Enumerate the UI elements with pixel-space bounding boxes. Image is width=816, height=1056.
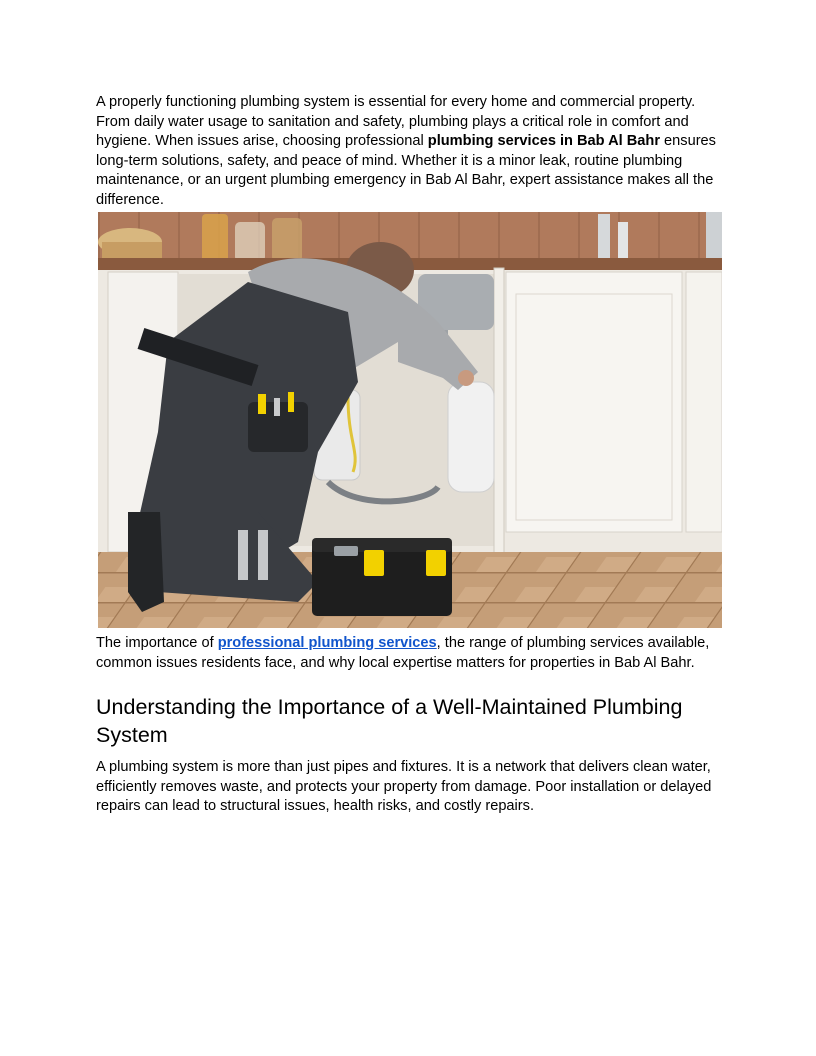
plumber-photo <box>98 212 722 628</box>
section-heading: Understanding the Importance of a Well-Maintained Plumbing System <box>96 695 683 747</box>
caption-text-1: The importance of <box>96 635 218 651</box>
caption-paragraph <box>96 634 724 673</box>
section-body: A plumbing system is more than just pipes and fixtures. It is a network that delivers clean water, efficiently removes waste, and protects your property from damage. Poor installation or delayed repairs can lead to structural issues, health risks, and costly repairs. <box>96 759 712 814</box>
intro-text-1: A properly functioning plumbing system is essential for every home and commercial property. From daily water usage to sanitation and safety, plumbing plays a critical role in comfort and hygiene. When issues arise, choosing professional <box>96 94 696 149</box>
intro-paragraph <box>96 93 724 210</box>
professional-plumbing-services-link[interactable]: professional plumbing services <box>217 635 437 651</box>
intro-bold-keyword: plumbing services in Bab Al Bahr <box>427 133 660 149</box>
document-page <box>96 93 724 817</box>
intro-text-2: ensures long-term solutions, safety, and peace of mind. Whether it is a minor leak, routine plumbing maintenance, or an urgent plumbing emergency in Bab Al Bahr, expert assistance makes all the difference. <box>96 133 716 208</box>
caption-text-2: , the range of plumbing services available, common issues residents face, and why local expertise matters for properties in Bab Al Bahr. <box>96 635 710 671</box>
